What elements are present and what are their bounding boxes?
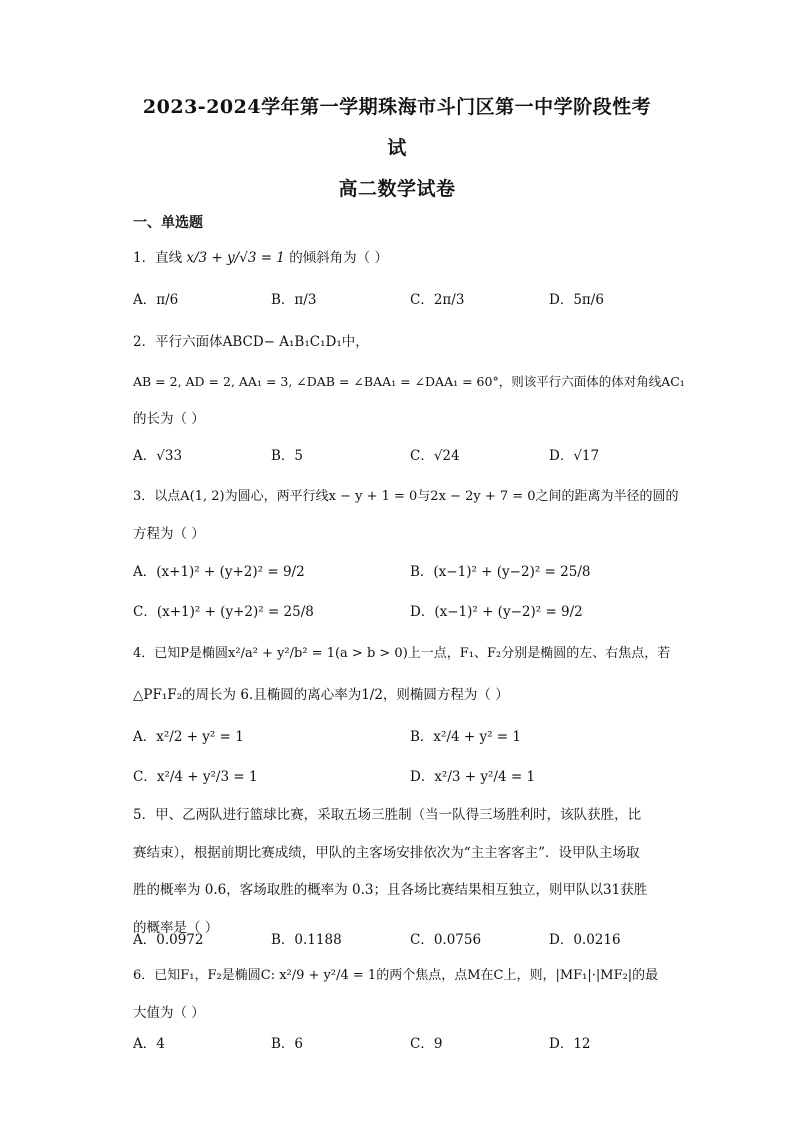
option-d: D．√17 (549, 448, 600, 464)
option-c: C．2π/3 (410, 292, 465, 308)
question-stem: 已知P是椭圆x²/a² + y²/b² = 1(a > b > 0)上一点，F₁、F₂分别是椭圆的左、右焦点，若 (154, 646, 671, 661)
question-number: 5． (133, 807, 156, 823)
option-b: B．x²/4 + y² = 1 (410, 729, 521, 745)
question-2-line-2: AB = 2, AD = 2, AA₁ = 3, ∠DAB = ∠BAA₁ = ∠DAA₁ = 60°，则该平行六面体的体对角线AC₁ (133, 374, 685, 389)
question-4 (133, 644, 670, 664)
exam-title-line1: 2023-2024学年第一学期珠海市斗门区第一中学阶段性考 (142, 96, 652, 118)
question-stem: 的倾斜角为（ ） (289, 250, 388, 266)
option-b: B．π/3 (271, 292, 317, 308)
option-d: D．5π/6 (549, 292, 604, 308)
exam-title-line2: 试 (387, 137, 407, 159)
question-number: 4． (133, 646, 155, 661)
exam-subtitle: 高二数学试卷 (338, 178, 456, 200)
option-a: A．x²/2 + y² = 1 (133, 729, 244, 745)
question-2 (133, 332, 369, 352)
question-number: 1． (133, 250, 156, 266)
option-b: B．6 (271, 1036, 304, 1052)
option-c: C．(x+1)² + (y+2)² = 25/8 (133, 604, 314, 620)
question-5-line-3: 胜的概率为 0.6，客场取胜的概率为 0.3；且各场比赛结果相互独立，则甲队以31获胜 (133, 882, 648, 898)
option-b: B．5 (271, 448, 304, 464)
option-a: A．π/6 (133, 292, 179, 308)
option-d: D．0.0216 (549, 932, 621, 948)
question-6 (133, 966, 658, 986)
question-number: 6． (133, 968, 155, 983)
option-b: B．(x−1)² + (y−2)² = 25/8 (410, 564, 591, 580)
question-4-line-2: △PF₁F₂的周长为 6.且椭圆的离心率为1/2，则椭圆方程为（ ） (133, 687, 509, 703)
question-stem: 平行六面体ABCD− A₁B₁C₁D₁中， (155, 334, 369, 350)
option-d: D．x²/3 + y²/4 = 1 (410, 769, 536, 785)
question-stem: 以点A(1, 2)为圆心，两平行线x − y + 1 = 0与2x − 2y + 7 = 0之间的距离为半径的圆的 (154, 489, 679, 504)
question-stem: 直线 (155, 250, 183, 266)
option-c: C．x²/4 + y²/3 = 1 (133, 769, 258, 785)
question-stem: 甲、乙两队进行篮球比赛，采取五场三胜制（当一队得三场胜利时，该队获胜，比 (155, 807, 642, 823)
question-2-line-3: 的长为（ ） (133, 411, 205, 427)
option-a: A．0.0972 (133, 932, 204, 948)
option-a: A．√33 (133, 448, 183, 464)
question-5-line-4: 的概率是（ ） (133, 920, 219, 936)
question-6-line-2: 大值为（ ） (133, 1005, 205, 1021)
option-a: A．4 (133, 1036, 165, 1052)
option-c: C．√24 (410, 448, 460, 464)
option-d: D．(x−1)² + (y−2)² = 9/2 (410, 604, 583, 620)
question-1 (133, 248, 388, 268)
option-b: B．0.1188 (271, 932, 342, 948)
question-5 (133, 805, 641, 825)
question-3-line-2: 方程为（ ） (133, 526, 205, 542)
option-c: C．9 (410, 1036, 443, 1052)
question-number: 2． (133, 334, 156, 350)
option-c: C．0.0756 (410, 932, 482, 948)
question-formula: x/3 + y/√3 = 1 (186, 250, 285, 266)
question-3 (133, 487, 679, 507)
section-heading: 一、单选题 (133, 215, 203, 231)
question-5-line-2: 赛结束），根据前期比赛成绩，甲队的主客场安排依次为“主主客客主”．设甲队主场取 (133, 845, 640, 861)
option-a: A．(x+1)² + (y+2)² = 9/2 (133, 564, 305, 580)
option-d: D．12 (549, 1036, 591, 1052)
question-stem: 已知F₁，F₂是椭圆C: x²/9 + y²/4 = 1的两个焦点，点M在C上，则，|MF₁|·|MF₂|的最 (154, 968, 659, 983)
question-number: 3． (133, 489, 155, 504)
